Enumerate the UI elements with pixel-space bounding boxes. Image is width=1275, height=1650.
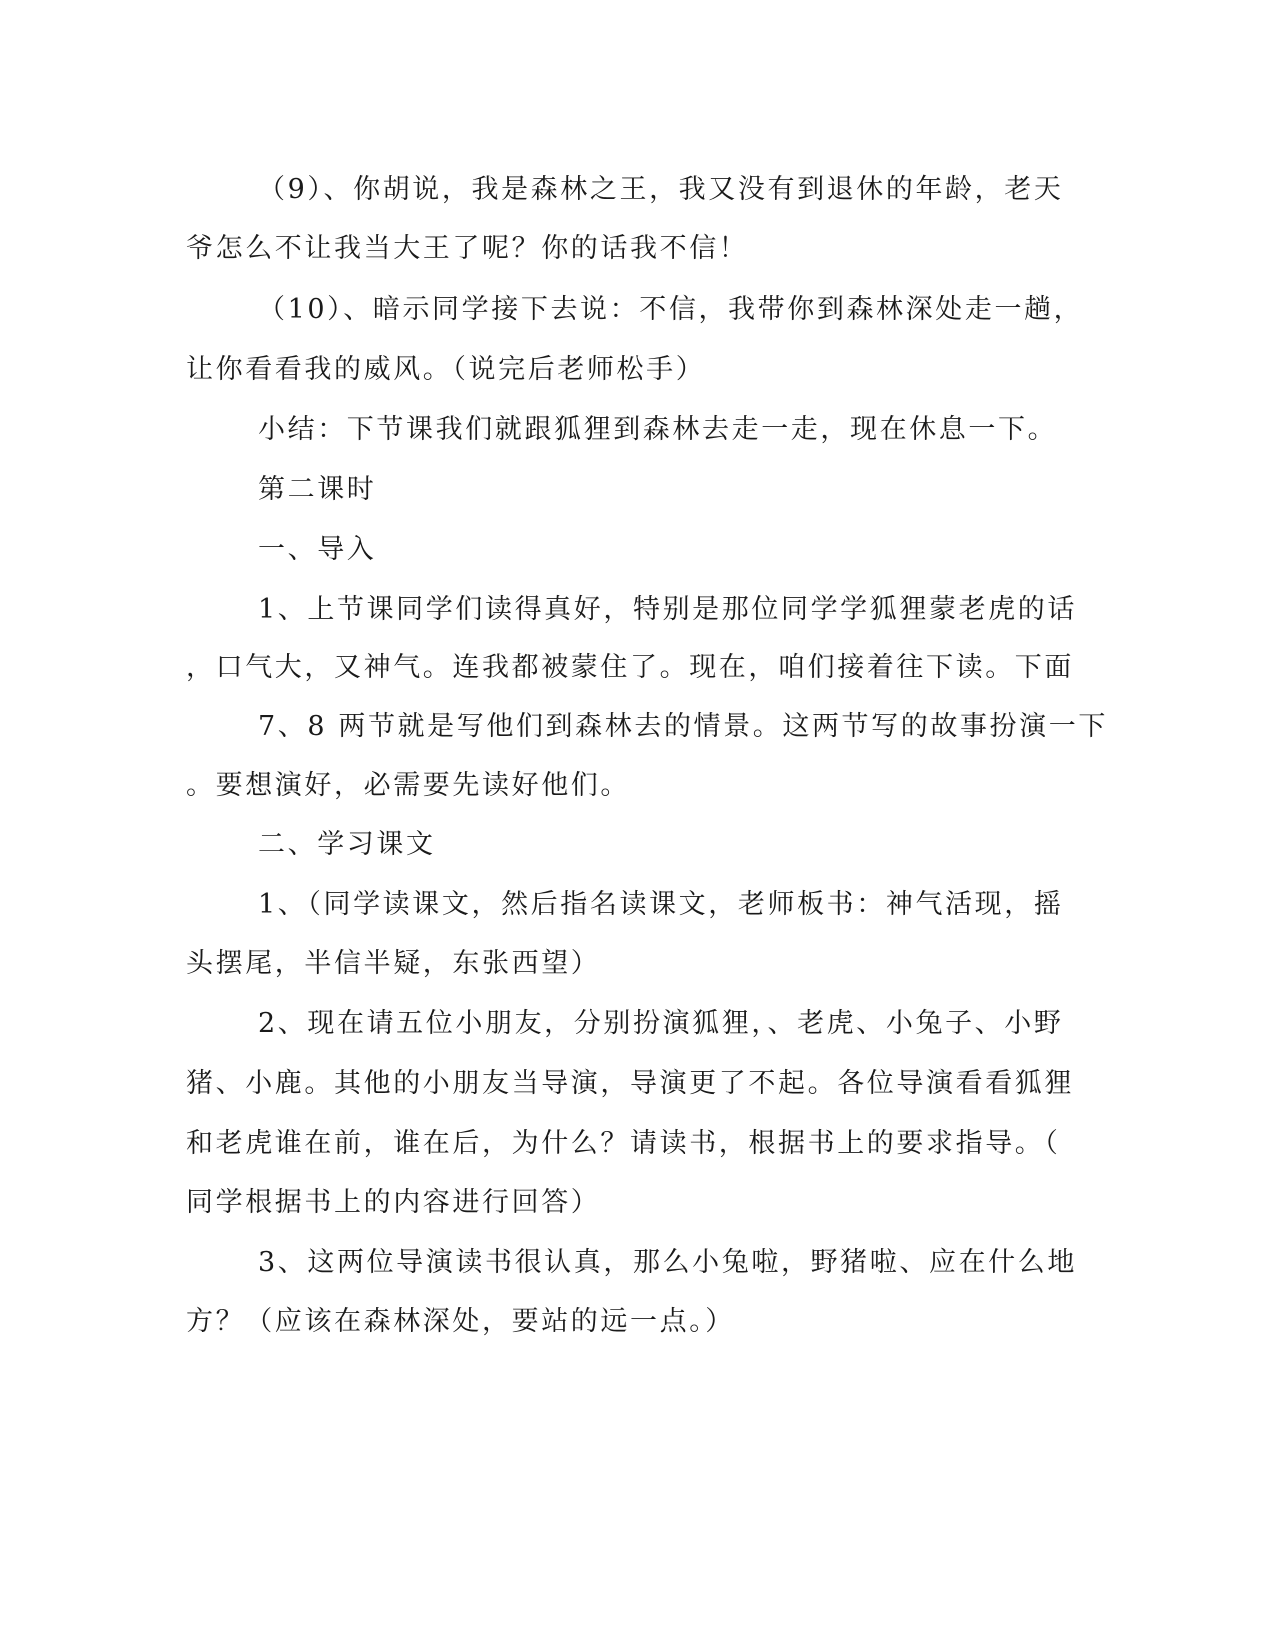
text-line: 同学根据书上的内容进行回答） <box>186 1187 601 1218</box>
text-line: 猪、小鹿。其他的小朋友当导演，导演更了不起。各位导演看看狐狸 <box>186 1068 1074 1099</box>
text-line: （9）、你胡说，我是森林之王，我又没有到退休的年龄，老天 <box>258 174 1064 205</box>
subsection-heading: 一、导入 <box>258 534 377 565</box>
text-line: （10）、暗示同学接下去说：不信，我带你到森林深处走一趟， <box>258 294 1084 325</box>
text-line: ，口气大，又神气。连我都被蒙住了。现在，咱们接着往下读。下面 <box>186 652 1074 683</box>
text-line: 2、现在请五位小朋友，分别扮演狐狸，、老虎、小兔子、小野 <box>258 1008 1064 1039</box>
text-line: 7、8 两节就是写他们到森林去的情景。这两节写的故事扮演一下 <box>258 711 1108 742</box>
text-line: 3、这两位导演读书很认真，那么小兔啦，野猪啦、应在什么地 <box>258 1247 1077 1278</box>
text-line: 爷怎么不让我当大王了呢？你的话我不信！ <box>186 233 749 264</box>
summary-line: 小结：下节课我们就跟狐狸到森林去走一走，现在休息一下。 <box>258 414 1058 445</box>
text-line: 和老虎谁在前，谁在后，为什么？请读书，根据书上的要求指导。（ <box>186 1128 1061 1159</box>
text-line: 让你看看我的威风。（说完后老师松手） <box>186 354 706 385</box>
text-line: 方？（应该在森林深处，要站的远一点。） <box>186 1306 735 1337</box>
text-line: 1、上节课同学们读得真好，特别是那位同学学狐狸蒙老虎的话 <box>258 594 1077 625</box>
subsection-heading: 二、学习课文 <box>258 829 436 860</box>
section-heading: 第二课时 <box>258 474 377 505</box>
text-line: 。要想演好，必需要先读好他们。 <box>186 770 630 801</box>
text-line: 头摆尾，半信半疑，东张西望） <box>186 948 601 979</box>
text-line: 1、（同学读课文，然后指名读课文，老师板书：神气活现，摇 <box>258 889 1064 920</box>
